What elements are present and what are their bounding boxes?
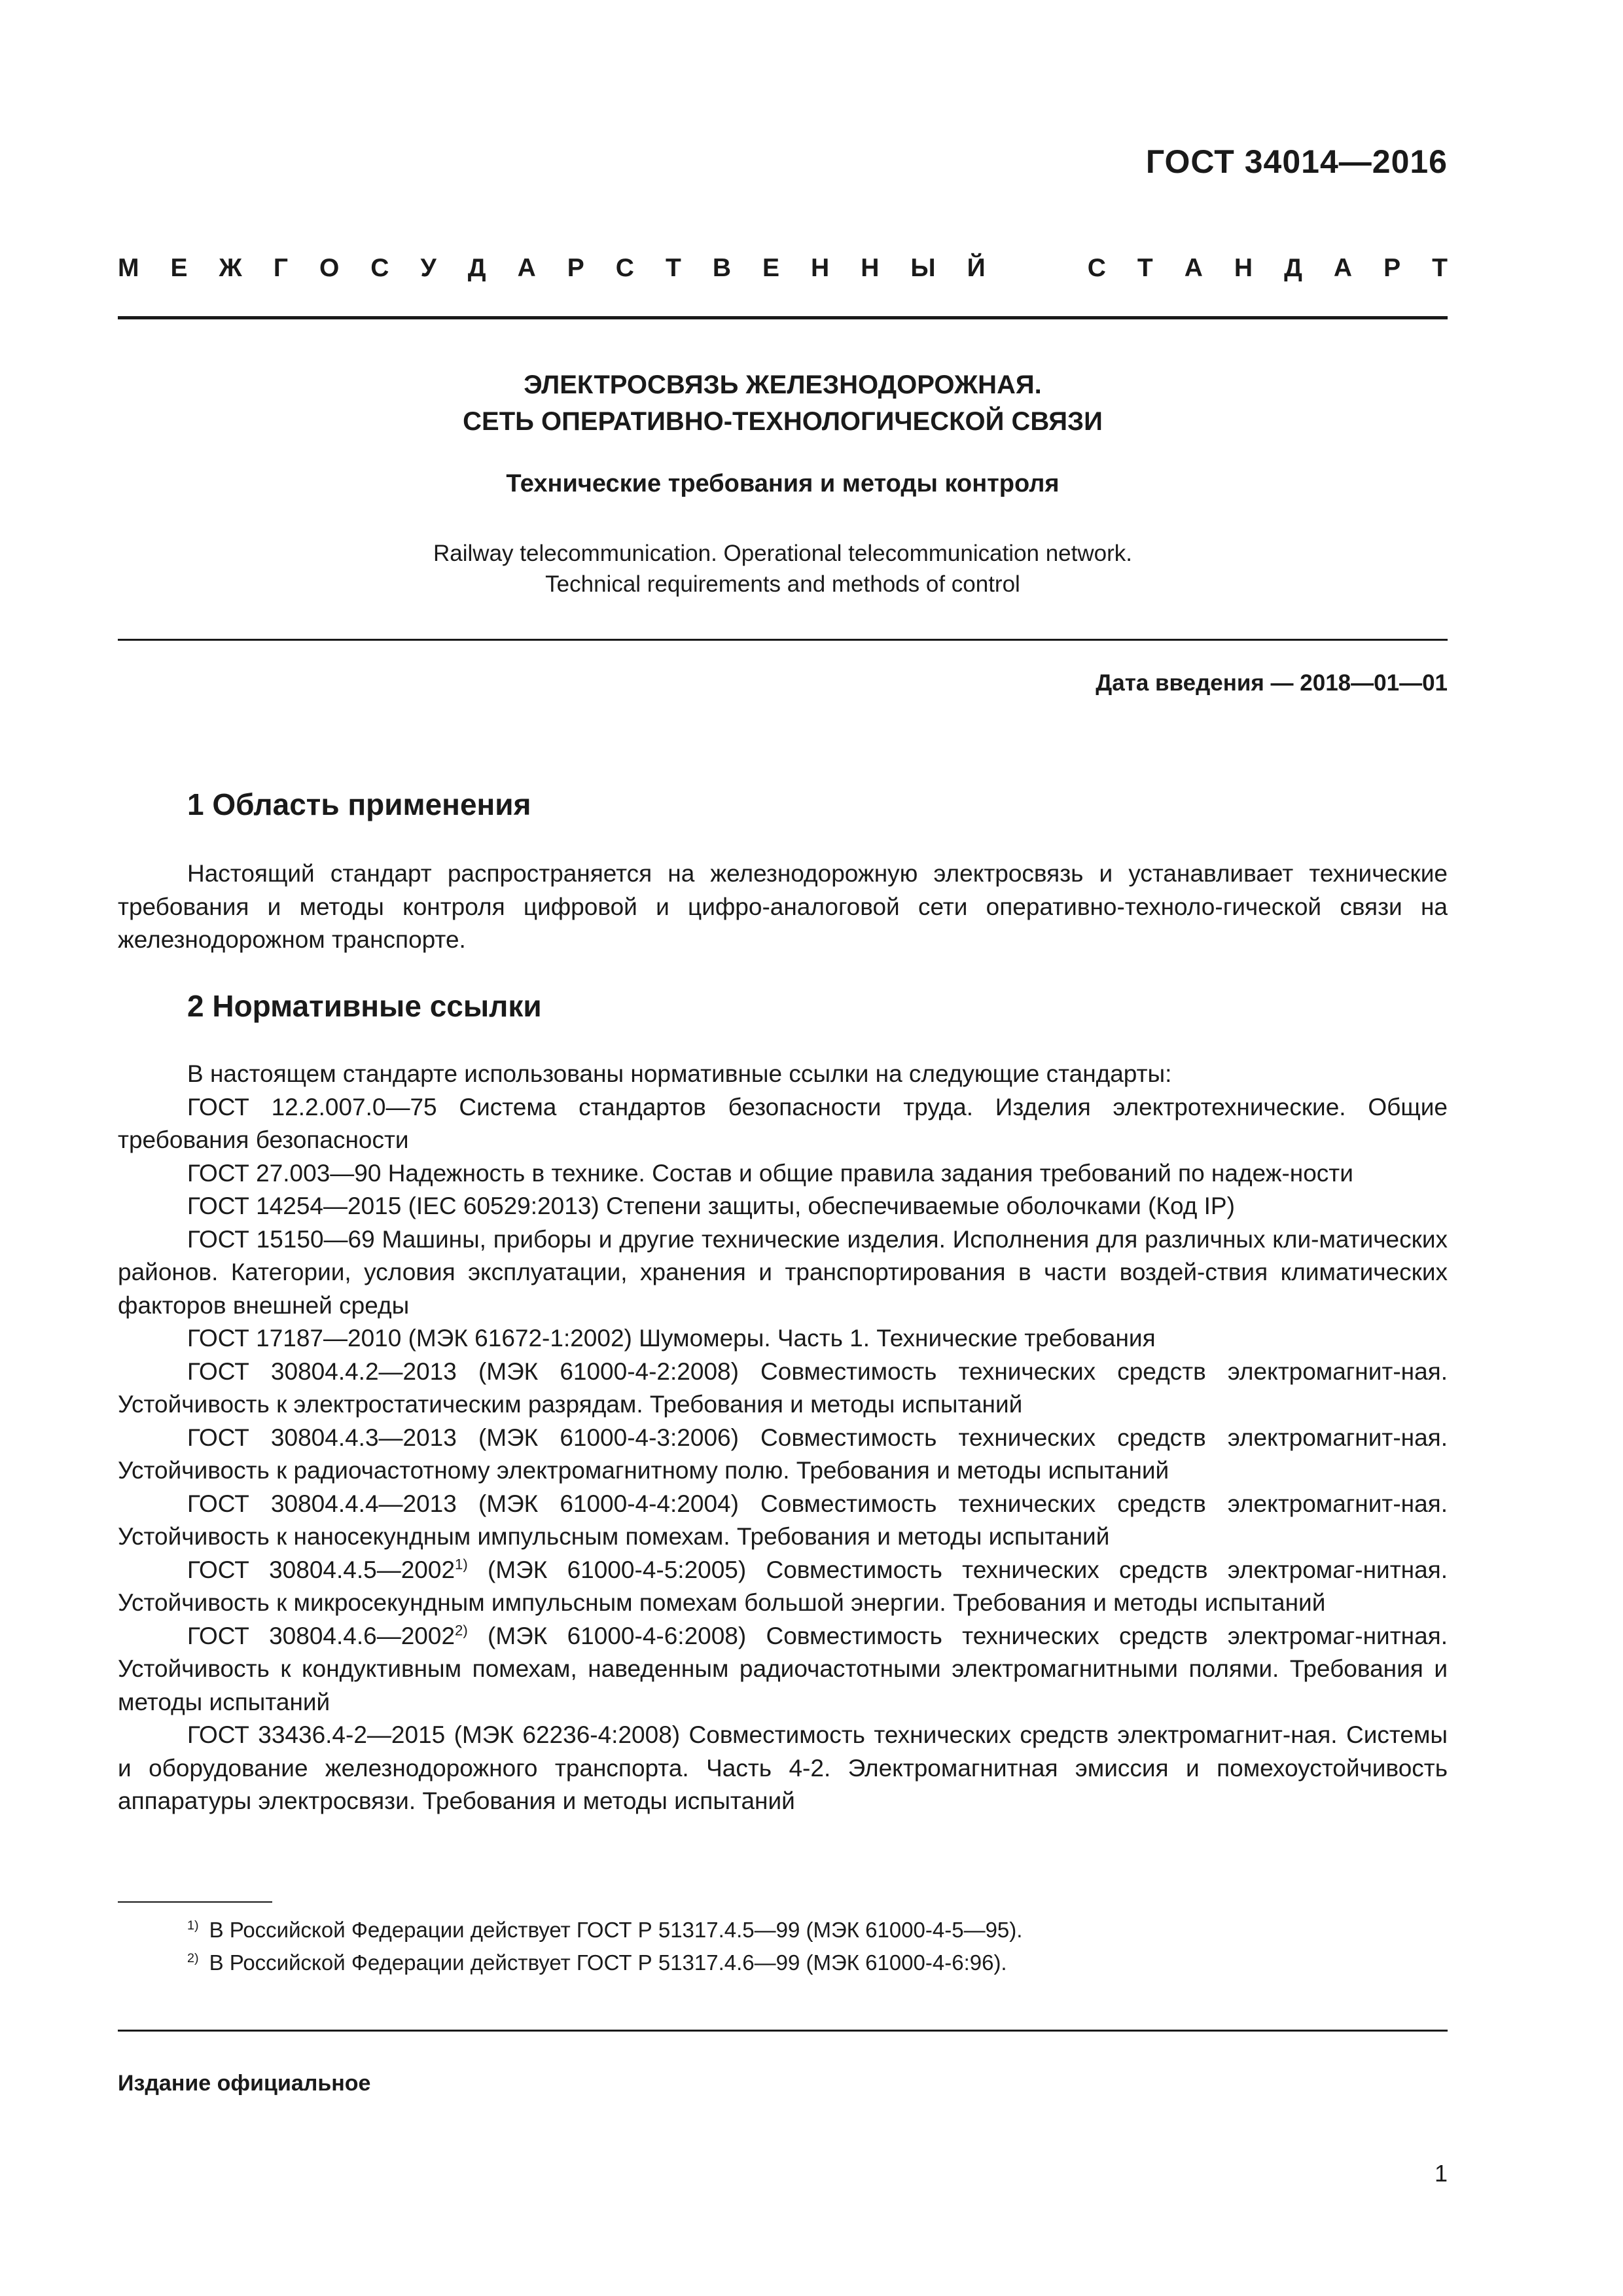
banner-letter: О [319, 254, 340, 282]
reference-item: ГОСТ 14254—2015 (IEC 60529:2013) Степени защиты, обеспечиваемые оболочками (Код IP) [187, 1193, 1235, 1219]
paragraph: В настоящем стандарте использованы нормативные ссылки на следующие стандарты: [187, 1060, 1172, 1087]
reference-code: ГОСТ 30804.4.5—2002 [187, 1556, 455, 1583]
title-divider [118, 639, 1448, 641]
section-2-body [118, 1058, 1448, 1818]
document-subtitle-ru: Технические требования и методы контроля [506, 470, 1060, 497]
page-number: 1 [1434, 2160, 1448, 2187]
document-title-en [118, 538, 1448, 600]
banner-letter: У [420, 254, 437, 282]
reference-item: ГОСТ 17187—2010 (МЭК 61672-1:2002) Шумомеры. Часть 1. Технические требования [187, 1325, 1156, 1352]
banner-letter: Й [967, 254, 986, 282]
reference-title: (МЭК 61000-4-6:2008) Совместимость технических средств электромаг-нитная. Устойчивость к кондуктивным помехам, наведенным радиочастотными электромагнитными полями. Требования и методы испытаний [118, 1622, 1448, 1715]
footnote-number: 1) [187, 1918, 199, 1933]
footnote-number: 2) [187, 1951, 199, 1965]
interstate-standard-banner [118, 254, 1448, 283]
footnote-divider [118, 1901, 272, 1903]
title-line-2: СЕТЬ ОПЕРАТИВНО-ТЕХНОЛОГИЧЕСКОЙ СВЯЗИ [463, 407, 1103, 436]
title-en-line-1: Railway telecommunication. Operational telecommunication network. [433, 541, 1132, 566]
banner-letter: А [517, 254, 536, 282]
reference-title: (МЭК 61000-4-5:2005) Совместимость технических средств электромаг-нитная. Устойчивость к микросекундным импульсным помехам большой энергии. Требования и методы испытаний [118, 1556, 1448, 1616]
banner-letter [1017, 254, 1056, 283]
section-2-heading: 2 Нормативные ссылки [187, 989, 542, 1023]
footnote [118, 1946, 1448, 1979]
banner-letter: Ж [219, 254, 242, 282]
footnote-text: В Российской Федерации действует ГОСТ Р 51317.4.6—99 (МЭК 61000-4-6:96). [209, 1950, 1007, 1975]
reference-item: ГОСТ 15150—69 Машины, приборы и другие технические изделия. Исполнения для различных кли-матических районов. Категории, условия эксплуатации, хранения и транспортирования в части воздей-ствия климатических факторов внешней среды [118, 1225, 1448, 1319]
reference-item: ГОСТ 27.003—90 Надежность в технике. Состав и общие правила задания требований по надеж-ности [187, 1159, 1353, 1187]
banner-letter: С [615, 254, 634, 282]
banner-letter: Е [170, 254, 188, 282]
banner-letter: Н [861, 254, 880, 282]
banner-letter: Е [762, 254, 780, 282]
introduction-date: Дата введения — 2018—01—01 [1096, 670, 1448, 696]
banner-letter: Т [1137, 254, 1153, 282]
banner-letter: Н [811, 254, 830, 282]
footnote [118, 1914, 1448, 1946]
banner-letter: Р [567, 254, 584, 282]
banner-letter: Т [1432, 254, 1448, 282]
reference-item [118, 1554, 1448, 1620]
banner-letter: Ы [910, 254, 936, 282]
banner-letter: Д [1284, 254, 1302, 282]
banner-letter: Р [1383, 254, 1401, 282]
banner-letter: С [370, 254, 389, 282]
banner-letter: Н [1234, 254, 1253, 282]
reference-item [118, 1620, 1448, 1719]
banner-letter: Д [467, 254, 486, 282]
standard-number: ГОСТ 34014—2016 [1145, 143, 1448, 180]
title-en-line-2: Technical requirements and methods of control [545, 571, 1020, 597]
footnote-marker: 2) [455, 1622, 468, 1639]
footnotes [118, 1914, 1448, 1979]
reference-item: ГОСТ 30804.4.4—2013 (МЭК 61000-4-4:2004) Совместимость технических средств электромагнит-ная. Устойчивость к наносекундным импульсным помехам. Требования и методы испытаний [118, 1490, 1448, 1550]
footnote-text: В Российской Федерации действует ГОСТ Р 51317.4.5—99 (МЭК 61000-4-5—95). [209, 1918, 1023, 1942]
banner-letter: Г [273, 254, 288, 282]
edition-label: Издание официальное [118, 2071, 371, 2096]
banner-letter: М [118, 254, 139, 282]
reference-code: ГОСТ 30804.4.6—2002 [187, 1622, 455, 1649]
banner-letter: Т [665, 254, 681, 282]
banner-letter: А [1333, 254, 1353, 282]
paragraph: Настоящий стандарт распространяется на железнодорожную электросвязь и устанавливает технические требования и методы контроля цифровой и цифро-аналоговой сети оперативно-техноло-гической связи на железнодорожном транспорте. [118, 860, 1448, 953]
footnote-marker: 1) [455, 1556, 468, 1573]
banner-letter: А [1184, 254, 1203, 282]
footer-divider [118, 2030, 1448, 2032]
reference-item: ГОСТ 12.2.007.0—75 Система стандартов безопасности труда. Изделия электротехнические. Общие требования безопасности [118, 1093, 1448, 1153]
banner-letter: В [712, 254, 731, 282]
document-title-ru [118, 367, 1448, 440]
section-1-body [118, 857, 1448, 957]
reference-item: ГОСТ 33436.4-2—2015 (МЭК 62236-4:2008) Совместимость технических средств электромагнит-ная. Системы и оборудование железнодорожного транспорта. Часть 4-2. Электромагнитная эмиссия и помехоустойчивость аппаратуры электросвязи. Требования и методы испытаний [118, 1721, 1448, 1814]
header-divider [118, 316, 1448, 319]
banner-letter: С [1087, 254, 1106, 282]
title-line-1: ЭЛЕКТРОСВЯЗЬ ЖЕЛЕЗНОДОРОЖНАЯ. [524, 370, 1042, 399]
section-1-heading: 1 Область применения [187, 787, 531, 821]
reference-item: ГОСТ 30804.4.2—2013 (МЭК 61000-4-2:2008) Совместимость технических средств электромагнит-ная. Устойчивость к электростатическим разрядам. Требования и методы испытаний [118, 1357, 1448, 1418]
reference-item: ГОСТ 30804.4.3—2013 (МЭК 61000-4-3:2006) Совместимость технических средств электромагнит-ная. Устойчивость к радиочастотному электромагнитному полю. Требования и методы испытаний [118, 1424, 1448, 1484]
